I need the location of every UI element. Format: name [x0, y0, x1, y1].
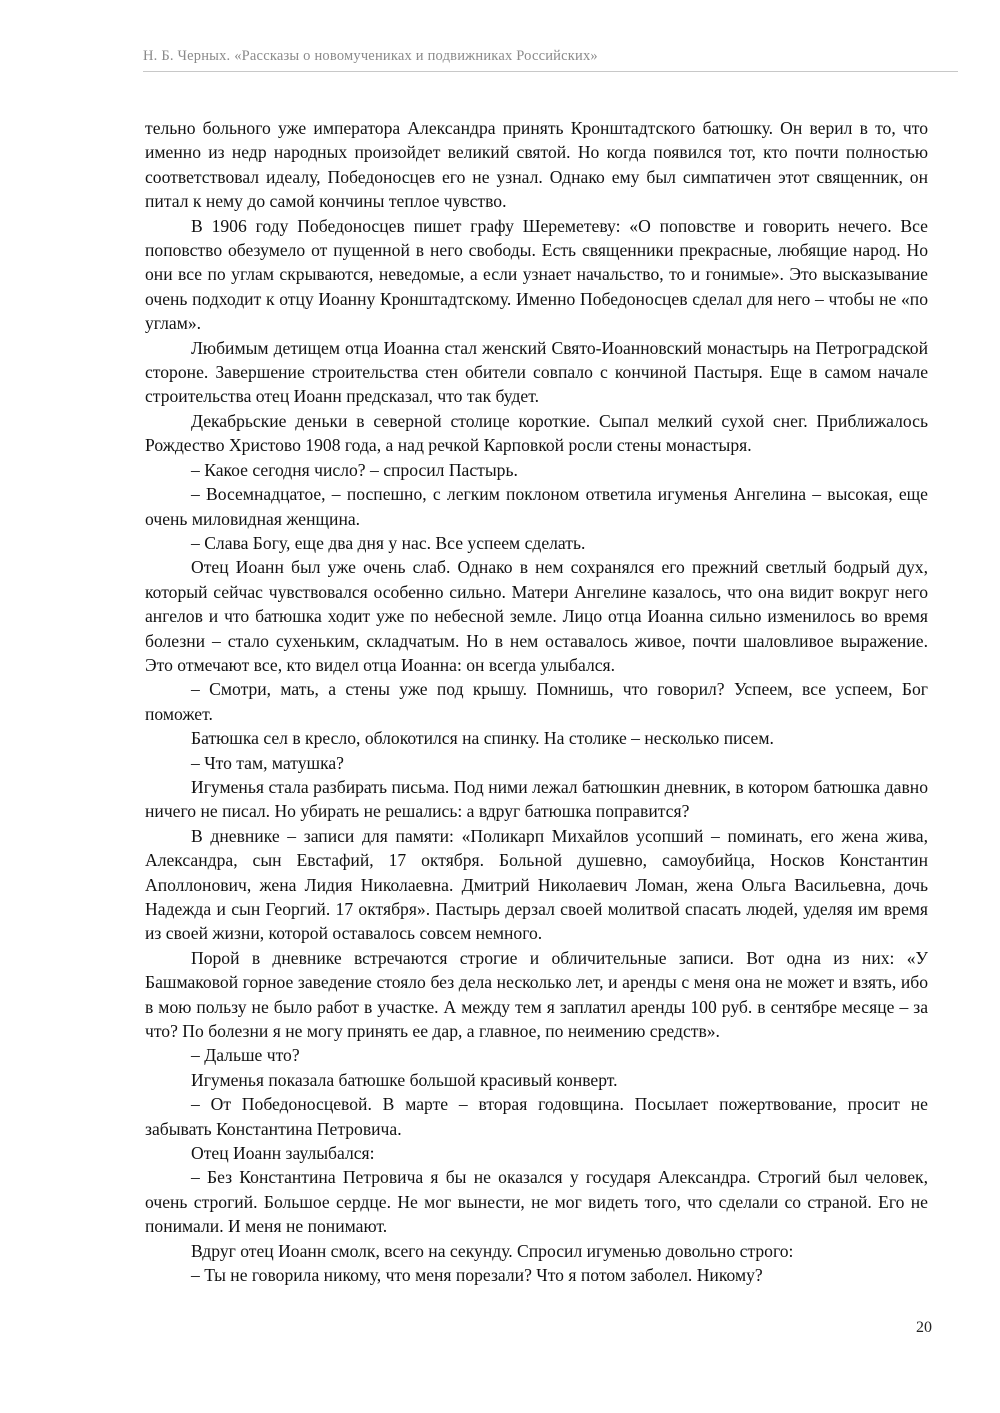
paragraph: тельно больного уже императора Александра принять Кронштадтского батюшку. Он верил в то, что именно из недр народных произойдет великий святой. Но когда появился тот, кто почти полностью соответствовал идеалу, Победоносцев его не узнал. Однако ему был симпатичен этот священник, он питал к нему до самой кончины теплое чувство.: [145, 118, 928, 212]
paragraph: Отец Иоанн заулыбался:: [191, 1143, 375, 1164]
paragraph: – Смотри, мать, а стены уже под крышу. Помнишь, что говорил? Успеем, все успеем, Бог поможет.: [145, 679, 928, 724]
paragraph: Вдруг отец Иоанн смолк, всего на секунду. Спросил игуменью довольно строго:: [191, 1240, 794, 1261]
paragraph: – Слава Богу, еще два дня у нас. Все успеем сделать.: [191, 532, 586, 553]
paragraph: Батюшка сел в кресло, облокотился на спинку. На столике – несколько писем.: [191, 728, 774, 749]
paragraph: Любимым детищем отца Иоанна стал женский Свято-Иоанновский монастырь на Петроградской стороне. Завершение строительства стен обители совпало с кончиной Пастыря. Еще в самом начале строительства отец Иоанн предсказал, что так будет.: [145, 337, 928, 407]
paragraph: Отец Иоанн был уже очень слаб. Однако в нем сохранялся его прежний светлый бодрый дух, который сейчас чувствовался особенно сильно. Матери Ангелине казалось, что она видит вокруг него ангелов и что батюшка ходит уже по небесной земле. Лицо отца Иоанна сильно изменилось во время болезни – стало сухеньким, складчатым. Но в нем оставалось живое, почти шаловливое выражение. Это отмечают все, кто видел отца Иоанна: он всегда улыбался.: [145, 557, 928, 675]
paragraph: В 1906 году Победоносцев пишет графу Шереметеву: «О поповстве и говорить нечего. Все поповство обезумело от пущенной в него свободы. Есть священники прекрасные, любящие народ. Но они все по углам скрываются, неведомые, а если узнает начальство, то и гонимые». Это высказывание очень подходит к отцу Иоанну Кронштадтскому. Именно Победоносцев сделал для него – чтобы не «по углам».: [145, 215, 928, 334]
paragraph: Порой в дневнике встречаются строгие и обличительные записи. Вот одна из них: «У Башмаковой горное заведение стояло без дела несколько лет, и аренды с меня она не может и взять, ибо в мою пользу не было работ в участке. А между тем я заплатил аренды 100 руб. в сентябре месяце – за что? По болезни я не могу принять ее дар, а главное, по неимению средств».: [145, 947, 928, 1042]
article-body: [145, 116, 928, 1288]
page-number: 20: [916, 1319, 932, 1336]
paragraph: – Что там, матушка?: [191, 752, 344, 773]
paragraph: В дневнике – записи для памяти: «Поликарп Михайлов усопший – поминать, его жена жива, Александра, сын Евстафий, 17 октября. Больной душевно, самоубийца, Носков Константин Аполлонович, жена Лидия Николаевна. Дмитрий Николаевич Ломан, жена Ольга Васильевна, дочь Надежда и сын Георгий. 17 октября». Пастырь дерзал своей молитвой спасать людей, уделяя им время из своей жизни, которой оставалось совсем немного.: [145, 825, 928, 944]
header-divider: [143, 71, 958, 72]
paragraph: Декабрьские деньки в северной столице короткие. Сыпал мелкий сухой снег. Приближалось Рождество Христово 1908 года, а над речкой Карповкой росли стены монастыря.: [145, 410, 928, 456]
paragraph: – Восемнадцатое, – поспешно, с легким поклоном ответила игуменья Ангелина – высокая, еще очень миловидная женщина.: [145, 484, 928, 529]
paragraph: Игуменья стала разбирать письма. Под ними лежал батюшкин дневник, в котором батюшка давно ничего не писал. Но убирать не решались: а вдруг батюшка поправится?: [145, 776, 928, 822]
paragraph: – Ты не говорила никому, что меня порезали? Что я потом заболел. Никому?: [191, 1265, 763, 1286]
running-header: Н. Б. Черных. «Рассказы о новомучениках и подвижниках Российских»: [143, 48, 598, 64]
paragraph: Игуменья показала батюшке большой красивый конверт.: [191, 1069, 618, 1090]
paragraph: – Какое сегодня число? – спросил Пастырь.: [191, 459, 518, 480]
paragraph: – Без Константина Петровича я бы не оказался у государя Александра. Строгий был человек, очень строгий. Большое сердце. Не мог вынести, не мог видеть того, что сделали со страной. Его не понимали. И меня не понимают.: [145, 1167, 928, 1237]
paragraph: – Дальше что?: [191, 1045, 300, 1066]
paragraph: – От Победоносцевой. В марте – вторая годовщина. Посылает пожертвование, просит не забывать Константина Петровича.: [145, 1094, 928, 1139]
